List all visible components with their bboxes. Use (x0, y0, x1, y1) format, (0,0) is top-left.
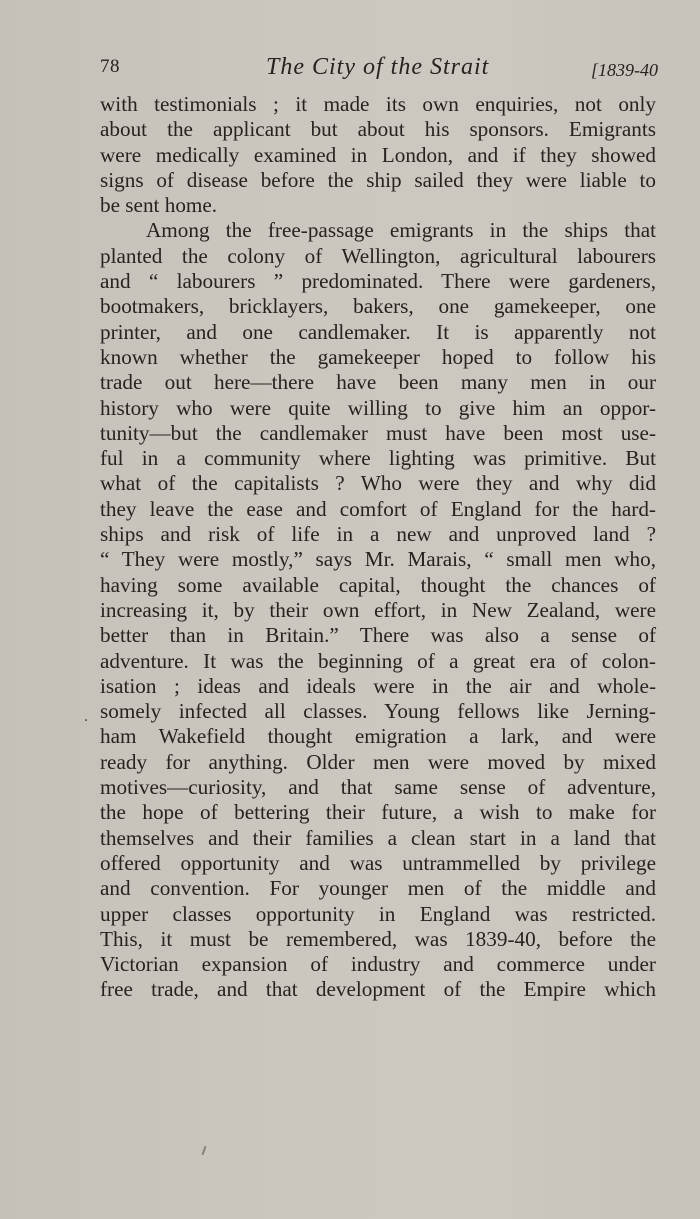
text-line: isation ; ideas and ideals were in the air and whole- (100, 673, 656, 698)
text-line: better than in Britain.” There was also a sense of (100, 623, 656, 648)
text-line: history who were quite willing to give him an oppor- (100, 395, 656, 420)
text-line: with testimonials ; it made its own enquiries, not only (100, 92, 656, 116)
text-line: ships and risk of life in a new and unproved land ? (100, 522, 656, 547)
text-line: about the applicant but about his sponsors. Emigrants (100, 117, 656, 142)
text-line: motives—curiosity, and that same sense of adventure, (100, 775, 656, 800)
text-line: signs of disease before the ship sailed they were liable to (100, 167, 656, 192)
text-line: Victorian expansion of industry and commerce under (100, 952, 656, 977)
page-number: 78 (100, 56, 120, 77)
text-line: be sent home. (100, 193, 218, 218)
text-line: they leave the ease and comfort of England for the hard- (100, 496, 656, 521)
running-head (100, 54, 658, 84)
text-line: known whether the gamekeeper hoped to follow his (100, 344, 656, 369)
text-line: free trade, and that development of the Empire which (100, 977, 656, 1002)
text-line: ready for anything. Older men were moved by mixed (100, 749, 656, 774)
text-line: having some available capital, thought the chances of (100, 572, 656, 597)
date-range: [1839-40 (591, 60, 658, 80)
text-line: themselves and their families a clean start in a land that (100, 825, 656, 850)
text-line: somely infected all classes. Young fellows like Jerning- (100, 699, 656, 724)
text-line: tunity—but the candlemaker must have been most use- (100, 420, 656, 445)
text-line: upper classes opportunity in England was restricted. (100, 901, 656, 926)
paper-speck (202, 1146, 207, 1155)
text-line: adventure. It was the beginning of a great era of colon- (100, 648, 656, 673)
text-line: ful in a community where lighting was primitive. But (100, 446, 656, 471)
book-title: The City of the Strait (266, 54, 490, 80)
stray-ink-mark: . (84, 708, 88, 725)
text-line: were medically examined in London, and if they showed (100, 142, 656, 167)
text-line: Among the free-passage emigrants in the ships that (146, 218, 656, 243)
text-line: “ They were mostly,” says Mr. Marais, “ small men who, (100, 547, 656, 572)
text-line: trade out here—there have been many men in our (100, 370, 656, 395)
text-line: printer, and one candlemaker. It is apparently not (100, 319, 656, 344)
text-line: increasing it, by their own effort, in New Zealand, were (100, 597, 656, 622)
text-line: ham Wakefield thought emigration a lark, and were (100, 724, 656, 749)
body-text (100, 92, 656, 1003)
text-line: offered opportunity and was untrammelled by privilege (100, 850, 656, 875)
text-line: bootmakers, bricklayers, bakers, one gamekeeper, one (100, 294, 656, 319)
text-line: planted the colony of Wellington, agricultural labourers (100, 243, 656, 268)
text-line: what of the capitalists ? Who were they and why did (100, 471, 656, 496)
text-line: This, it must be remembered, was 1839-40, before the (100, 926, 656, 951)
text-line: the hope of bettering their future, a wish to make for (100, 800, 656, 825)
text-line: and “ labourers ” predominated. There were gardeners, (100, 269, 656, 294)
text-line: and convention. For younger men of the middle and (100, 876, 656, 901)
